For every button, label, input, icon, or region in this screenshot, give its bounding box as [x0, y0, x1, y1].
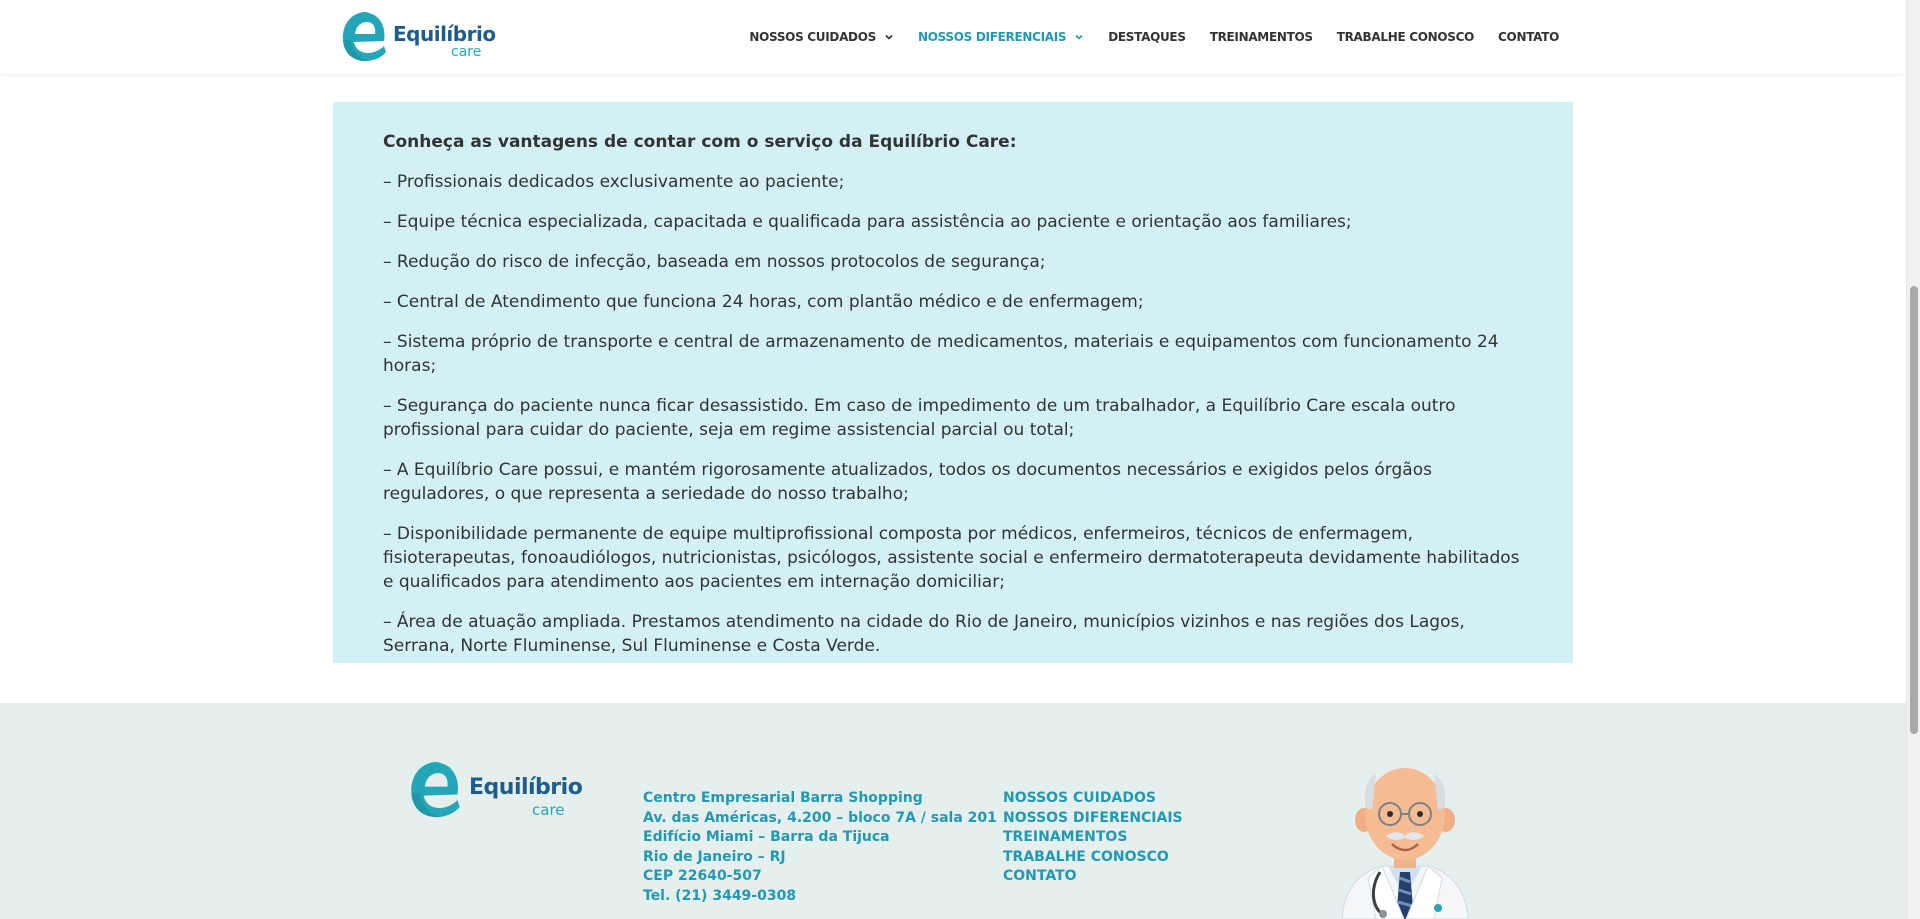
main-nav [749, 0, 1559, 74]
advantage-item: – A Equilíbrio Care possui, e mantém rigorosamente atualizados, todos os documentos necessários e exigidos pelos órgãos reguladores, o que representa a seriedade do nosso trabalho; [383, 460, 1432, 504]
logo-name: Equilíbrio [393, 22, 496, 46]
nav-item-trabalhe-conosco[interactable] [1337, 30, 1474, 44]
footer-link-treinamentos[interactable]: TREINAMENTOS [1003, 829, 1128, 846]
nav-item-nossos-cuidados[interactable] [749, 30, 894, 44]
nav-item-label: NOSSOS DIFERENCIAIS [917, 30, 1067, 44]
footer-link-nossos-cuidados[interactable]: NOSSOS CUIDADOS [1003, 790, 1156, 806]
phone-line: Tel. (21) 3449-0308 [643, 887, 797, 904]
advantage-item: – Sistema próprio de transporte e central de armazenamento de medicamentos, materiais e equipamentos com funcionamento 24 horas; [383, 332, 1499, 376]
nav-item-label: NOSSOS CUIDADOS [749, 30, 876, 44]
address-line: Centro Empresarial Barra Shopping [643, 790, 923, 806]
logo-e-icon [340, 10, 388, 64]
footer-link-contato[interactable]: CONTATO [1003, 868, 1077, 885]
nav-item-label: DESTAQUES [1108, 30, 1186, 44]
site-footer [0, 703, 1906, 919]
chevron-down-icon [884, 32, 894, 42]
advantage-item: – Área de atuação ampliada. Prestamos atendimento na cidade do Rio de Janeiro, municípios vizinhos e nas regiões dos Lagos, Serrana, Norte Fluminense, Sul Fluminense e Costa Verde. [383, 612, 1465, 656]
nav-item-contato[interactable] [1498, 30, 1559, 44]
logo-tagline: care [532, 801, 565, 819]
footer-link-trabalhe-conosco[interactable]: TRABALHE CONOSCO [1003, 848, 1169, 865]
header-logo[interactable] [340, 10, 496, 64]
advantages-panel [333, 102, 1573, 663]
nav-item-nossos-diferenciais[interactable] [918, 30, 1084, 44]
advantage-item: – Segurança do paciente nunca ficar desassistido. Em caso de impedimento de um trabalhador, a Equilíbrio Care escala outro profissional para cuidar do paciente, seja em regime assistencial parcial ou total; [383, 396, 1456, 440]
advantages-heading: Conheça as vantagens de contar com o serviço da Equilíbrio Care: [383, 132, 1017, 152]
nav-item-treinamentos[interactable] [1210, 30, 1313, 44]
doctor-mascot-icon [1320, 748, 1490, 919]
advantage-item: – Equipe técnica especializada, capacitada e qualificada para assistência ao paciente e orientação aos familiares; [383, 212, 1352, 232]
address-line: Rio de Janeiro – RJ [643, 848, 786, 865]
chevron-down-icon [1074, 32, 1084, 42]
logo-e-icon [408, 759, 462, 821]
address-line: Edifício Miami – Barra da Tijuca [643, 829, 890, 846]
nav-item-destaques[interactable] [1108, 30, 1185, 44]
footer-logo[interactable] [408, 759, 583, 821]
footer-links [1003, 789, 1183, 887]
nav-item-label: TRABALHE CONOSCO [1336, 30, 1475, 44]
advantage-item: – Central de Atendimento que funciona 24 horas, com plantão médico e de enfermagem; [383, 292, 1144, 312]
address-line: Av. das Américas, 4.200 – bloco 7A / sala 201 [643, 809, 997, 826]
nav-item-label: TREINAMENTOS [1209, 30, 1313, 44]
logo-name: Equilíbrio [469, 775, 583, 800]
address-line: CEP 22640-507 [643, 868, 762, 885]
advantage-item: – Redução do risco de infecção, baseada em nossos protocolos de segurança; [383, 252, 1046, 272]
footer-link-nossos-diferenciais[interactable]: NOSSOS DIFERENCIAIS [1003, 809, 1183, 826]
advantage-item: – Disponibilidade permanente de equipe multiprofissional composta por médicos, enfermeiros, técnicos de enfermagem, fisioterapeutas, fonoaudiólogos, nutricionistas, psicólogos, assistente social e enfermeiro dermatoterapeuta devidamente habilitados e qualificados para atendimento aos pacientes em internação domiciliar; [383, 524, 1520, 592]
nav-item-label: CONTATO [1498, 30, 1559, 44]
site-header [0, 0, 1906, 74]
page-scrollbar[interactable] [1906, 0, 1920, 919]
footer-address [643, 789, 997, 907]
advantage-item: – Profissionais dedicados exclusivamente ao paciente; [383, 172, 845, 192]
scrollbar-thumb[interactable] [1910, 286, 1918, 734]
logo-tagline: care [451, 44, 482, 60]
